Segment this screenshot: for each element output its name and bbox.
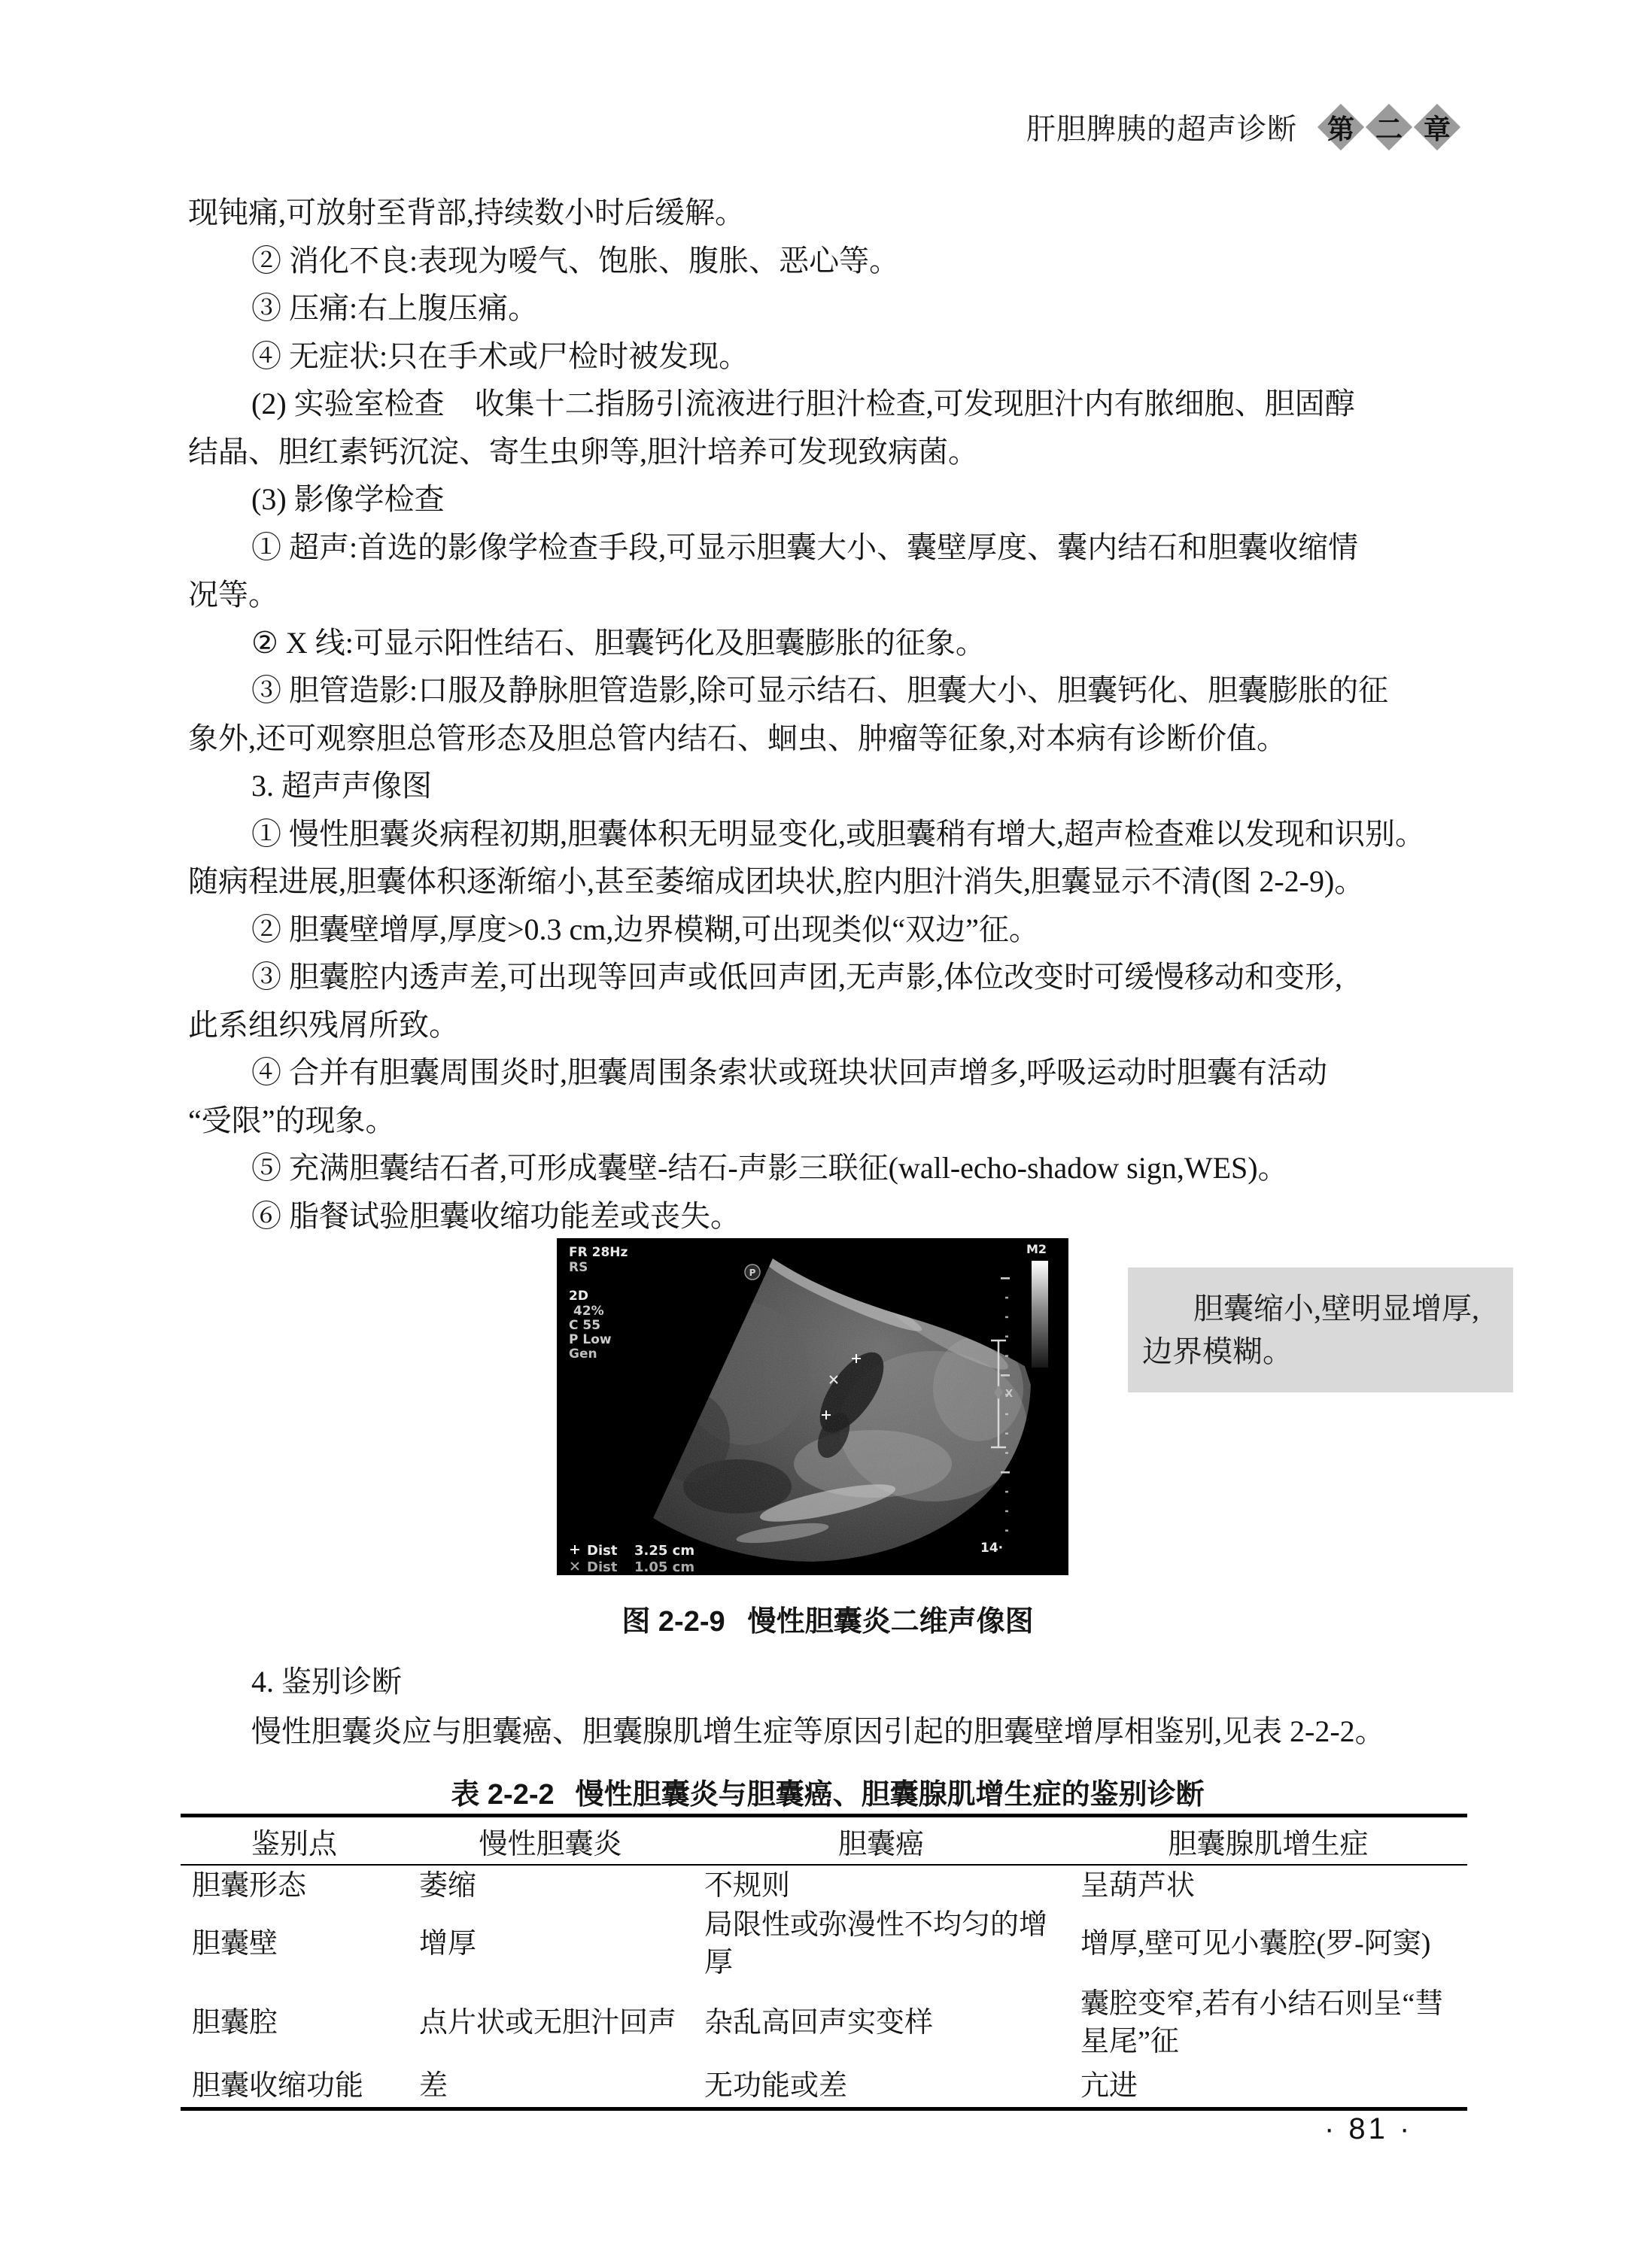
- table-cell: 增厚,壁可见小囊腔(罗-阿窦): [1080, 1928, 1431, 1960]
- body-line: ② X 线:可显示阳性结石、胆囊钙化及胆囊膨胀的征象。: [251, 625, 986, 660]
- body-line: ⑤ 充满胆囊结石者,可形成囊壁-结石-声影三联征(wall-echo-shadow sign,WES)。: [251, 1151, 1288, 1185]
- body-line: ① 慢性胆囊炎病程初期,胆囊体积无明显变化,或胆囊稍有增大,超声检查难以发现和识别。: [251, 816, 1425, 851]
- comparison-table: [181, 1814, 1467, 2111]
- body-line: ③ 胆囊腔内透声差,可出现等回声或低回声团,无声影,体位改变时可缓慢移动和变形,: [251, 960, 1342, 994]
- grayscale-bar: [1032, 1261, 1048, 1368]
- chapter-char: 二: [1375, 114, 1403, 144]
- body-line: ③ 压痛:右上腹压痛。: [251, 291, 539, 325]
- body-line: 象外,还可观察胆总管形态及胆总管内结石、蛔虫、肿瘤等征象,对本病有诊断价值。: [188, 721, 1287, 755]
- body-line: 3. 超声声像图: [251, 769, 432, 803]
- us-rs-label: RS: [569, 1260, 588, 1275]
- dist1-label: Dist: [587, 1543, 618, 1559]
- table-header-cell: 鉴别点: [181, 1816, 408, 1866]
- chapter-diamond: [1413, 102, 1461, 152]
- table-cell: 点片状或无胆汁回声: [419, 2007, 677, 2039]
- figure-caption-label: 图 2-2-9: [622, 1606, 725, 1638]
- table-cell: 胆囊腔: [192, 2007, 278, 2039]
- us-gen-label: Gen: [569, 1347, 597, 1362]
- note-line: 边界模糊。: [1142, 1334, 1293, 1368]
- chapter-char: 章: [1424, 114, 1451, 144]
- table-header-cell: 胆囊癌: [693, 1816, 1069, 1866]
- body-line: ③ 胆管造影:口服及静脉胆管造影,除可显示结石、胆囊大小、胆囊钙化、胆囊膨胀的征: [251, 673, 1389, 707]
- probe-orientation-icon: [745, 1265, 760, 1280]
- table-cell: 杂乱高回声实变样: [704, 2007, 934, 2039]
- table-row: [181, 1865, 1467, 1906]
- table-cell: 增厚: [419, 1928, 477, 1960]
- table-row: [181, 2064, 1467, 2109]
- chapter-diamond: [1317, 102, 1365, 152]
- comparison-table-wrap: [181, 1814, 1467, 2111]
- body-line: 结晶、胆红素钙沉淀、寄生虫卵等,胆汁培养可发现致病菌。: [188, 434, 978, 469]
- table-cell: 胆囊壁: [192, 1928, 278, 1960]
- figure-caption: [188, 1598, 1467, 1639]
- us-frame-rate: FR 28Hz: [569, 1245, 628, 1260]
- table-cell: 不规则: [704, 1870, 791, 1902]
- ultrasound-figure: [557, 1238, 1068, 1575]
- table-header-cell: 慢性胆囊炎: [408, 1816, 693, 1866]
- table-header-row: [181, 1816, 1467, 1866]
- body-line: (3) 影像学检查: [251, 482, 445, 516]
- dist2-label: Dist: [587, 1559, 618, 1575]
- section-intro: 慢性胆囊炎应与胆囊癌、胆囊腺肌增生症等原因引起的胆囊壁增厚相鉴别,见表 2-2-2。: [251, 1714, 1385, 1748]
- body-line: 况等。: [188, 578, 278, 612]
- body-line: ② 胆囊壁增厚,厚度>0.3 cm,边界模糊,可出现类似“双边”征。: [251, 912, 1039, 946]
- margin-note-box: [1128, 1268, 1513, 1392]
- us-gain-value: 42%: [573, 1304, 604, 1319]
- table-cell: 差: [419, 2069, 448, 2102]
- body-line: ④ 无症状:只在手术或尸检时被发现。: [251, 339, 749, 373]
- table-header-cell: 胆囊腺肌增生症: [1069, 1816, 1467, 1866]
- page-number: · 81 ·: [1324, 2112, 1413, 2145]
- body-line: 此系组织残屑所致。: [188, 1007, 459, 1042]
- chapter-header-title: 肝胆脾胰的超声诊断: [1026, 114, 1298, 146]
- figure-caption-title: 慢性胆囊炎二维声像图: [747, 1606, 1034, 1638]
- body-line: ⑥ 脂餐试验胆囊收缩功能差或丧失。: [251, 1198, 740, 1233]
- table-cell: 萎缩: [419, 1870, 477, 1902]
- table-row: [181, 1906, 1467, 1981]
- dist2-value: 1.05 cm: [634, 1559, 695, 1575]
- table-cell: 亢进: [1080, 2069, 1138, 2102]
- body-line: 现钝痛,可放射至背部,持续数小时后缓解。: [188, 196, 745, 229]
- body-line: ② 消化不良:表现为嗳气、饱胀、腹胀、恶心等。: [251, 243, 900, 278]
- us-map-label: M2: [1026, 1242, 1047, 1256]
- table-row: [181, 1981, 1467, 2064]
- chapter-diamonds: [1317, 102, 1461, 152]
- section-heading: 4. 鉴别诊断: [251, 1665, 402, 1699]
- note-line: 胆囊缩小,壁明显增厚,: [1193, 1292, 1479, 1325]
- table-caption-label: 表 2-2-2: [451, 1779, 555, 1811]
- table-caption-title: 慢性胆囊炎与胆囊癌、胆囊腺肌增生症的鉴别诊断: [575, 1779, 1205, 1811]
- depth-value-label: 14·: [980, 1541, 1004, 1556]
- chapter-diamond: [1365, 102, 1413, 152]
- table-caption: [188, 1771, 1467, 1812]
- body-line: “受限”的现象。: [188, 1103, 396, 1137]
- dist1-value: 3.25 cm: [634, 1543, 695, 1559]
- body-line: 随病程进展,胆囊体积逐渐缩小,甚至萎缩成团块状,腔内胆汁消失,胆囊显示不清(图 2-2-9)。: [188, 864, 1365, 898]
- us-mode-label: 2D: [569, 1289, 588, 1304]
- chapter-char: 第: [1327, 114, 1355, 144]
- probe-marker-letter: P: [749, 1268, 756, 1278]
- body-line: ① 超声:首选的影像学检查手段,可显示胆囊大小、囊壁厚度、囊内结石和胆囊收缩情: [251, 530, 1359, 564]
- body-line: (2) 实验室检查 收集十二指肠引流液进行胆汁检查,可发现胆汁内有脓细胞、胆固醇: [251, 387, 1355, 421]
- table-cell: 局限性或弥漫性不均匀的增厚: [704, 1909, 1048, 1978]
- table-cell: 胆囊收缩功能: [192, 2069, 364, 2102]
- us-power-value: P Low: [569, 1332, 612, 1347]
- running-header: [1026, 102, 1461, 152]
- table-cell: 囊腔变窄,若有小结石则呈“彗星尾”征: [1080, 1988, 1444, 2057]
- table-cell: 胆囊形态: [192, 1870, 307, 1902]
- table-cell: 无功能或差: [704, 2069, 848, 2102]
- caliper-x-label: X: [1005, 1389, 1014, 1400]
- table-cell: 呈葫芦状: [1080, 1870, 1196, 1902]
- us-c-value: C 55: [569, 1318, 601, 1333]
- body-line: ④ 合并有胆囊周围炎时,胆囊周围条索状或斑块状回声增多,呼吸运动时胆囊有活动: [251, 1055, 1327, 1089]
- body-text: [188, 189, 1471, 1240]
